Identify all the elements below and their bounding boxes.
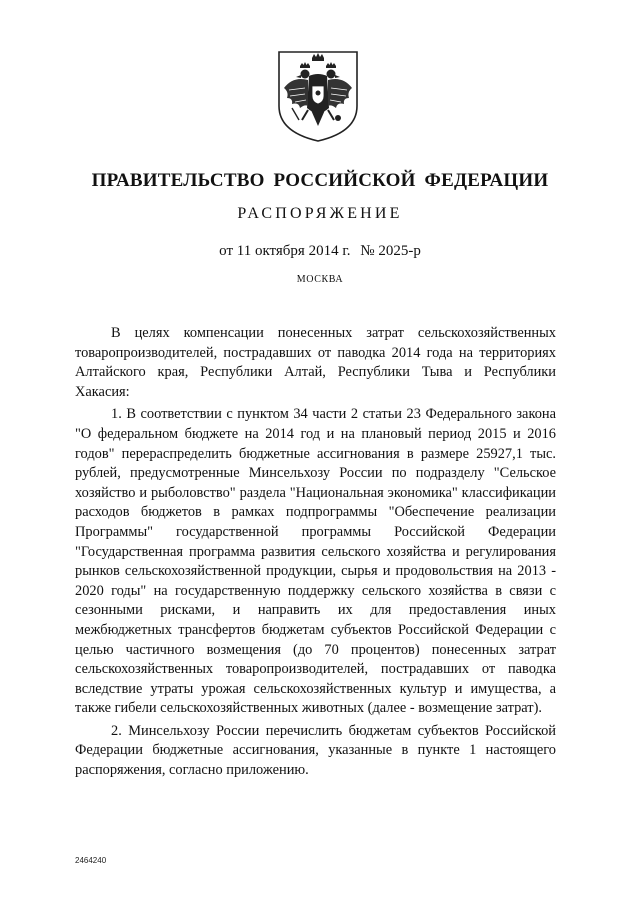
double-headed-eagle-icon bbox=[275, 48, 361, 144]
coat-of-arms-emblem bbox=[275, 48, 361, 144]
paragraph-2: 2. Минсельхозу России перечислить бюджетам субъектов Российской Федерации бюджетные ассигнования, указанные в пункте 1 настоящего распоряжения, согласно приложению. bbox=[75, 722, 556, 779]
document-code: 2464240 bbox=[75, 856, 107, 865]
document-number: № 2025-р bbox=[360, 243, 421, 259]
document-city: МОСКВА bbox=[296, 274, 344, 285]
document-type: РАСПОРЯЖЕНИЕ bbox=[237, 205, 403, 222]
preamble-paragraph: В целях компенсации понесенных затрат сельскохозяйственных товаропроизводителей, пострадавших от паводка 2014 года на территориях Алтайского края, Республики Алтай, Республики Тыва и Республики Хакасия: bbox=[75, 325, 556, 400]
paragraph-1: 1. В соответствии с пунктом 34 части 2 статьи 23 Федерального закона "О федеральном бюджете на 2014 год и на плановый период 2015 и 2016 годов" перераспределить бюджетные ассигнования в размере 25927,1 тыс. рублей, предусмотренные Минсельхозу России по подразделу "Сельское хозяйство и рыболовство" раздела "Национальная экономика" классификации расходов бюджетов в рамках подпрограммы "Обеспечение реализации Программы" государственной программы Российской Федерации "Государственная программа развития сельского хозяйства и регулирования рынков сельскохозяйственной продукции, сырья и продовольствия на 2013 - 2020 годы" на государственную поддержку сельского хозяйства в связи с сезонными рисками, и направить их для предоставления иных межбюджетных трансфертов бюджетам субъектов Российской Федерации с целью частичного возмещения (до 70 процентов) понесенных затрат сельскохозяйственных товаропроизводителей, пострадавших от паводка вследствие утраты урожая сельскохозяйственных культур и имущества, а также гибели сельскохозяйственных животных (далее - возмещение затрат). bbox=[75, 406, 556, 717]
document-date-line bbox=[0, 243, 640, 260]
document-date: от 11 октября 2014 г. bbox=[219, 243, 351, 259]
organization-title: ПРАВИТЕЛЬСТВО РОССИЙСКОЙ ФЕДЕРАЦИИ bbox=[91, 170, 549, 191]
document-body bbox=[75, 324, 556, 781]
